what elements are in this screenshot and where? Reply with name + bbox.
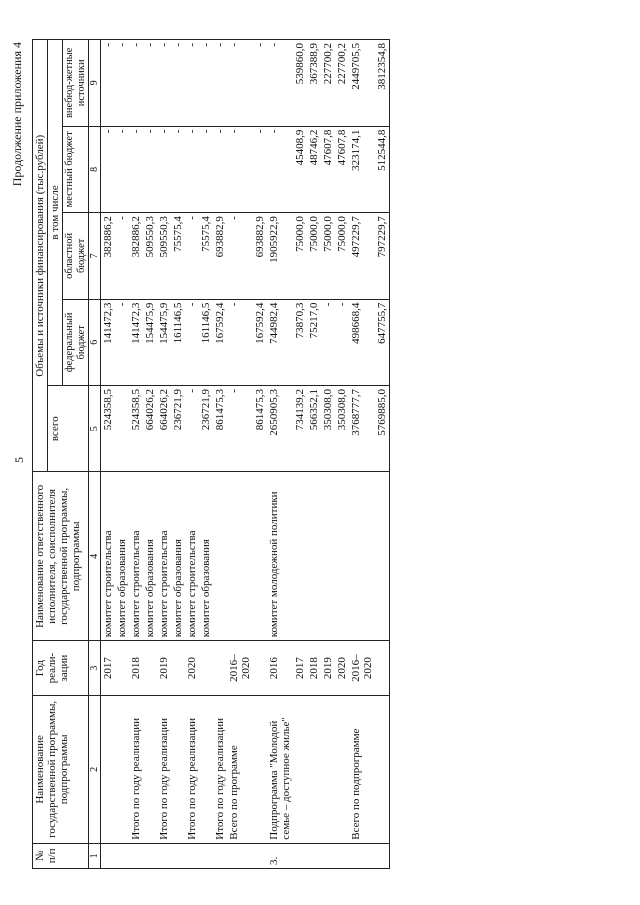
cell-name: Всего по программе [227, 696, 253, 844]
cell-num: 3. [267, 843, 293, 868]
cell-total: 236721,9 [199, 386, 213, 472]
table-row [253, 40, 267, 869]
cell-year: 2018 [129, 641, 143, 696]
cell-executor [293, 472, 307, 641]
cell-executor: комитет образования [199, 472, 213, 641]
cell-year [171, 641, 185, 696]
cell-total: 2650905,3 [267, 386, 293, 472]
column-index-cell: 1 [89, 843, 101, 868]
table-row [335, 40, 349, 869]
cell-other: 3812354,8 [375, 40, 390, 127]
cell-other: - [115, 40, 129, 127]
cell-num [213, 843, 227, 868]
table-row [157, 40, 171, 869]
cell-executor: комитет строительства [157, 472, 171, 641]
cell-executor [335, 472, 349, 641]
cell-federal: 647755,7 [375, 299, 390, 385]
header-year: Год реали-зации [33, 641, 89, 696]
cell-year [199, 641, 213, 696]
cell-name [115, 696, 129, 844]
cell-total: 566352,1 [307, 386, 321, 472]
cell-year: 2020 [335, 641, 349, 696]
cell-local: - [199, 126, 213, 212]
cell-regional: 382886,2 [129, 213, 143, 299]
cell-name [171, 696, 185, 844]
cell-local: 47607,8 [335, 126, 349, 212]
cell-executor: комитет образования [143, 472, 157, 641]
cell-name: Итого по году реализации [213, 696, 227, 844]
cell-regional: - [227, 213, 253, 299]
cell-name [199, 696, 213, 844]
cell-executor [253, 472, 267, 641]
column-index-cell: 5 [89, 386, 101, 472]
cell-num [115, 843, 129, 868]
cell-name: Итого по году реализации [129, 696, 143, 844]
cell-name [307, 696, 321, 844]
table-row [227, 40, 253, 869]
cell-local: - [213, 126, 227, 212]
cell-name [101, 696, 116, 844]
column-index-cell: 2 [89, 696, 101, 844]
cell-other: 539860,0 [293, 40, 307, 127]
cell-local: - [171, 126, 185, 212]
cell-name: Итого по году реализации [185, 696, 199, 844]
cell-name [321, 696, 335, 844]
cell-num [157, 843, 171, 868]
cell-federal: - [335, 299, 349, 385]
table-row [115, 40, 129, 869]
cell-regional: 382886,2 [101, 213, 116, 299]
cell-federal: 167592,4 [213, 299, 227, 385]
cell-regional: 75000,0 [335, 213, 349, 299]
cell-year: 2017 [293, 641, 307, 696]
cell-other: - [213, 40, 227, 127]
cell-num [349, 843, 375, 868]
cell-executor: комитет образования [171, 472, 185, 641]
cell-other: - [199, 40, 213, 127]
table-row [143, 40, 157, 869]
cell-federal: 744982,4 [267, 299, 293, 385]
cell-federal: 141472,3 [101, 299, 116, 385]
cell-total: 5769885,0 [375, 386, 390, 472]
cell-name [253, 696, 267, 844]
cell-regional: 75000,0 [321, 213, 335, 299]
cell-executor [349, 472, 375, 641]
cell-regional: 75000,0 [307, 213, 321, 299]
cell-executor [227, 472, 253, 641]
cell-total: 524358,5 [101, 386, 116, 472]
cell-num [129, 843, 143, 868]
cell-year: 2017 [101, 641, 116, 696]
cell-executor [307, 472, 321, 641]
cell-federal: - [115, 299, 129, 385]
cell-local: 48746,2 [307, 126, 321, 212]
cell-total: 3768777,7 [349, 386, 375, 472]
cell-executor: комитет строительства [101, 472, 116, 641]
cell-regional: 75575,4 [199, 213, 213, 299]
cell-total: 236721,9 [171, 386, 185, 472]
cell-local: - [185, 126, 199, 212]
cell-federal: 154475,9 [157, 299, 171, 385]
cell-regional: 75575,4 [171, 213, 185, 299]
table-row [101, 40, 116, 869]
cell-regional: 693882,9 [213, 213, 227, 299]
cell-total: 350308,0 [335, 386, 349, 472]
cell-num [335, 843, 349, 868]
column-index-cell: 4 [89, 472, 101, 641]
cell-total: 664026,2 [143, 386, 157, 472]
cell-other: 367388,9 [307, 40, 321, 127]
table-body [101, 40, 390, 869]
table-row [375, 40, 390, 869]
cell-local: - [115, 126, 129, 212]
cell-num [321, 843, 335, 868]
table-row [185, 40, 199, 869]
header-total: всего [48, 386, 89, 472]
header-name: Наименование государственной программы, подпрограммы [33, 696, 89, 844]
header-num: № п/п [33, 843, 89, 868]
cell-year: 2016–2020 [349, 641, 375, 696]
cell-total: - [185, 386, 199, 472]
table-row [349, 40, 375, 869]
header-federal: федеральный бюджет [63, 299, 89, 385]
cell-year [213, 641, 227, 696]
column-index-cell: 7 [89, 213, 101, 299]
column-index-cell: 3 [89, 641, 101, 696]
cell-federal: - [321, 299, 335, 385]
cell-regional: 509550,3 [143, 213, 157, 299]
table-row [321, 40, 335, 869]
table-row [213, 40, 227, 869]
cell-year: 2016–2020 [227, 641, 253, 696]
cell-year: 2016 [267, 641, 293, 696]
page-number: 5 [12, 457, 26, 463]
cell-year [143, 641, 157, 696]
cell-federal: 73870,3 [293, 299, 307, 385]
header-funding: Объемы и источники финансирования (тыс.рублей) [33, 40, 48, 473]
cell-local: - [253, 126, 267, 212]
cell-total: - [227, 386, 253, 472]
cell-num [199, 843, 213, 868]
cell-num [227, 843, 253, 868]
cell-num [375, 843, 390, 868]
cell-name [143, 696, 157, 844]
cell-num [185, 843, 199, 868]
cell-name: Всего по подпрограмме [349, 696, 375, 844]
cell-regional: 509550,3 [157, 213, 171, 299]
cell-num [293, 843, 307, 868]
cell-other: - [253, 40, 267, 127]
cell-total: 350308,0 [321, 386, 335, 472]
table-row [307, 40, 321, 869]
table-row [267, 40, 293, 869]
financing-table [32, 39, 390, 869]
header-other: внебюд-жетные источники [63, 40, 89, 127]
cell-total: 734139,2 [293, 386, 307, 472]
cell-federal: 161146,5 [199, 299, 213, 385]
column-index-row [89, 40, 101, 869]
header-incl: в том числе [48, 40, 63, 386]
cell-num [253, 843, 267, 868]
header-local: местный бюджет [63, 126, 89, 212]
cell-executor: комитет образования [115, 472, 129, 641]
cell-executor [375, 472, 390, 641]
cell-total: 861475,3 [213, 386, 227, 472]
cell-other: - [185, 40, 199, 127]
cell-federal: 75217,0 [307, 299, 321, 385]
cell-name: Итого по году реализации [157, 696, 171, 844]
cell-year [375, 641, 390, 696]
cell-name [293, 696, 307, 844]
cell-federal: 498668,4 [349, 299, 375, 385]
cell-regional: 797229,7 [375, 213, 390, 299]
cell-local: 47607,8 [321, 126, 335, 212]
header-regional: областной бюджет [63, 213, 89, 299]
cell-year: 2018 [307, 641, 321, 696]
cell-local: 45408,9 [293, 126, 307, 212]
cell-federal: - [185, 299, 199, 385]
cell-other: 227700,2 [321, 40, 335, 127]
cell-executor [213, 472, 227, 641]
cell-federal: 167592,4 [253, 299, 267, 385]
cell-local: - [143, 126, 157, 212]
cell-executor: комитет строительства [129, 472, 143, 641]
cell-year [115, 641, 129, 696]
column-index-cell: 6 [89, 299, 101, 385]
cell-num [171, 843, 185, 868]
cell-total: 861475,3 [253, 386, 267, 472]
cell-federal: - [227, 299, 253, 385]
cell-total: 664026,2 [157, 386, 171, 472]
cell-other: - [101, 40, 116, 127]
cell-local: - [157, 126, 171, 212]
table-row [171, 40, 185, 869]
appendix-caption: Продолжение приложения 4 [10, 42, 24, 187]
cell-local: - [227, 126, 253, 212]
cell-num [101, 843, 116, 868]
cell-regional: 1905922,9 [267, 213, 293, 299]
cell-regional: - [115, 213, 129, 299]
cell-federal: 161146,5 [171, 299, 185, 385]
cell-other: - [267, 40, 293, 127]
cell-federal: 154475,9 [143, 299, 157, 385]
cell-num [143, 843, 157, 868]
cell-local: - [267, 126, 293, 212]
column-index-cell: 9 [89, 40, 101, 127]
table-row [199, 40, 213, 869]
cell-year [253, 641, 267, 696]
cell-year: 2020 [185, 641, 199, 696]
cell-federal: 141472,3 [129, 299, 143, 385]
cell-local: - [129, 126, 143, 212]
cell-year: 2019 [157, 641, 171, 696]
header-executor: Наименование ответственного исполнителя, соисполнителя государственной программы, подпрограммы [33, 472, 89, 641]
cell-other: - [143, 40, 157, 127]
cell-total: 524358,5 [129, 386, 143, 472]
cell-regional: 497229,7 [349, 213, 375, 299]
cell-total [115, 386, 129, 472]
cell-local: - [101, 126, 116, 212]
cell-executor: комитет молодежной политики [267, 472, 293, 641]
cell-regional: - [185, 213, 199, 299]
cell-regional: 75000,0 [293, 213, 307, 299]
table-row [293, 40, 307, 869]
table-row [129, 40, 143, 869]
cell-other: - [157, 40, 171, 127]
cell-local: 512544,8 [375, 126, 390, 212]
cell-other: - [129, 40, 143, 127]
cell-local: 323174,1 [349, 126, 375, 212]
cell-year: 2019 [321, 641, 335, 696]
cell-other: - [171, 40, 185, 127]
cell-name: Подпрограмма "Молодой семье – доступное жилье" [267, 696, 293, 844]
cell-regional: 693882,9 [253, 213, 267, 299]
cell-name [335, 696, 349, 844]
cell-executor [321, 472, 335, 641]
cell-other: - [227, 40, 253, 127]
cell-name [375, 696, 390, 844]
cell-other: 227700,2 [335, 40, 349, 127]
column-index-cell: 8 [89, 126, 101, 212]
cell-other: 2449705,5 [349, 40, 375, 127]
cell-executor: комитет строительства [185, 472, 199, 641]
cell-num [307, 843, 321, 868]
